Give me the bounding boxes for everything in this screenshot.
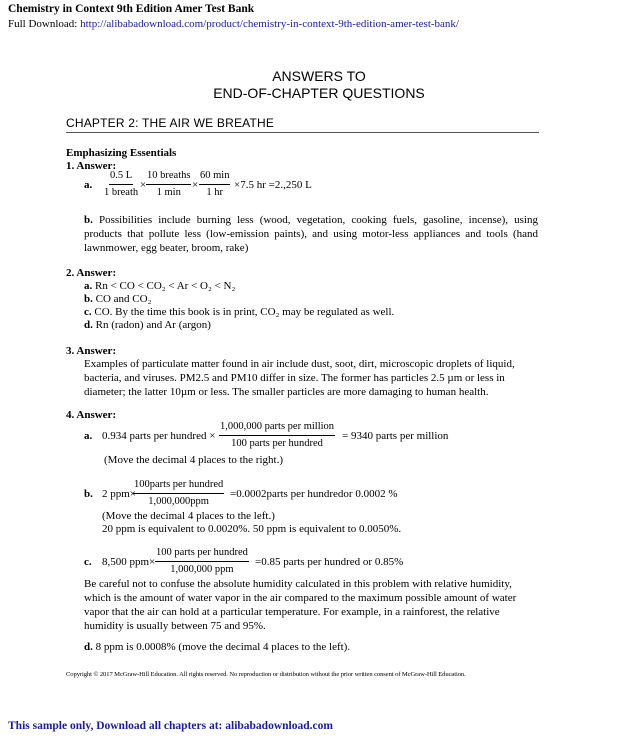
q4-c-den: 1,000,000 ppm <box>170 564 234 575</box>
q1-fraction-2 <box>146 170 191 199</box>
q2-d <box>84 319 211 332</box>
q4-label: 4. Answer: <box>66 409 117 421</box>
q4-a-lhs: 0.934 parts per hundred × <box>102 430 216 442</box>
q4-d-label: d. <box>84 641 93 653</box>
q4-d-text: 8 ppm is 0.0008% (move the decimal 4 places to the left). <box>92 641 351 653</box>
q4-b-label: b. <box>84 488 93 500</box>
q2-d-label: d. <box>84 319 93 331</box>
q1-label: 1. Answer: <box>66 160 117 172</box>
q1-b-paragraph <box>84 213 538 255</box>
q2-a-label: a. <box>84 280 93 292</box>
q2-b-label: b. <box>84 293 93 305</box>
q4-b-lhs: 2 ppm× <box>102 488 137 500</box>
q4-a-label: a. <box>84 430 93 442</box>
q2-a <box>84 280 235 293</box>
q4-c-rhs: =0.85 parts per hundred or 0.85% <box>255 556 404 568</box>
q2-c <box>84 306 394 319</box>
q4-b-den: 1,000,000ppm <box>148 496 209 507</box>
q1-a-label: a. <box>84 179 93 191</box>
q4-c-fraction <box>155 547 249 576</box>
q1-f3-den: 1 hr <box>206 187 224 198</box>
chapter-divider <box>66 132 539 133</box>
q2-b-text: CO and CO₂ <box>92 293 152 305</box>
q4-c-lhs: 8,500 ppm× <box>102 556 156 568</box>
q4-a-fraction <box>219 421 335 450</box>
q2-label: 2. Answer: <box>66 267 117 279</box>
q4-c-num: 100 parts per hundred <box>155 547 249 562</box>
q4-a-den: 100 parts per hundred <box>231 438 323 449</box>
q2-a-text: Rn < CO < CO₂ < Ar < O₂ < N₂ <box>92 280 236 292</box>
q4-a-num: 1,000,000 parts per million <box>219 421 335 436</box>
q1-fraction-1 <box>104 170 138 199</box>
q4-b-note-2: 20 ppm is equivalent to 0.0020%. 50 ppm is equivalent to 0.0050%. <box>102 523 402 535</box>
q4-a-rhs: = 9340 parts per million <box>342 430 449 442</box>
q4-b-fraction <box>133 479 224 508</box>
chapter-heading: CHAPTER 2: THE AIR WE BREATHE <box>66 116 275 130</box>
q4-b-num: 100parts per hundred <box>133 479 224 494</box>
q3-label: 3. Answer: <box>66 345 117 357</box>
q1-b-text: Possibilities include burning less (wood, vegetation, cooking fuels, gasoline, incense), using products that pollute less (low-emission paints), and using motor-less appliances and tools (hand lawnmower, egg beater, broom, rake) <box>84 214 538 254</box>
q1-f1-den: 1 breath <box>104 187 139 198</box>
q4-a-note: (Move the decimal 4 places to the right.) <box>104 454 283 466</box>
download-link[interactable]: http://alibabadownload.com/product/chemistry-in-context-9th-edition-amer-test-bank/ <box>80 18 459 30</box>
page-title <box>0 68 638 102</box>
q1-f3-num: 60 min <box>199 170 230 185</box>
q4-b-rhs: =0.0002parts per hundredor 0.0002 % <box>230 488 398 500</box>
title-line-1: ANSWERS TO <box>272 68 366 84</box>
q1-b-label: b. <box>84 214 93 226</box>
q3-text: Examples of particulate matter found in air include dust, soot, dirt, microscopic droplets of liquid, bacteria, and viruses. PM2.5 and PM10 differ in size. The former has particles 2.5 µm or less in diameter; the latter 10µm or less. The smaller particles are more damaging to human health. <box>84 358 515 398</box>
q2-c-text: CO. By the time this book is in print, CO₂ may be regulated as well. <box>91 306 395 318</box>
q1-times-1: × <box>140 179 147 191</box>
q1-result: ×7.5 hr =2.,250 L <box>234 179 312 191</box>
q1-times-2: × <box>192 179 199 191</box>
q1-fraction-3 <box>199 170 230 199</box>
q4-c-text: Be careful not to confuse the absolute humidity calculated in this problem with relative humidity, which is the amount of water vapor in the air compared to the maximum possible amount of water vapor that the air can hold at a particular temperature. For example, in a rainforest, the relative humidity is usually between 75 and 95%. <box>84 578 517 632</box>
footer-link[interactable]: This sample only, Download all chapters at: alibabadownload.com <box>8 720 333 732</box>
q1-f2-den: 1 min <box>156 187 181 198</box>
title-line-2: END-OF-CHAPTER QUESTIONS <box>213 85 425 101</box>
download-line <box>8 18 459 30</box>
q1-f2-num: 10 breaths <box>146 170 191 185</box>
header-title: Chemistry in Context 9th Edition Amer Test Bank <box>8 3 255 15</box>
copyright-notice: Copyright © 2017 McGraw-Hill Education. All rights reserved. No reproduction or distribution without the prior written consent of McGraw-Hill Education. <box>66 671 466 678</box>
section-heading: Emphasizing Essentials <box>66 147 177 159</box>
q2-b <box>84 293 151 306</box>
q4-c-label: c. <box>84 556 92 568</box>
q4-b-note-1: (Move the decimal 4 places to the left.) <box>102 510 275 522</box>
q1-f1-num: 0.5 L <box>109 170 133 185</box>
q2-c-label: c. <box>84 306 92 318</box>
q4-d <box>84 641 350 654</box>
q2-d-text: Rn (radon) and Ar (argon) <box>92 319 211 331</box>
download-label: Full Download: <box>8 18 81 30</box>
